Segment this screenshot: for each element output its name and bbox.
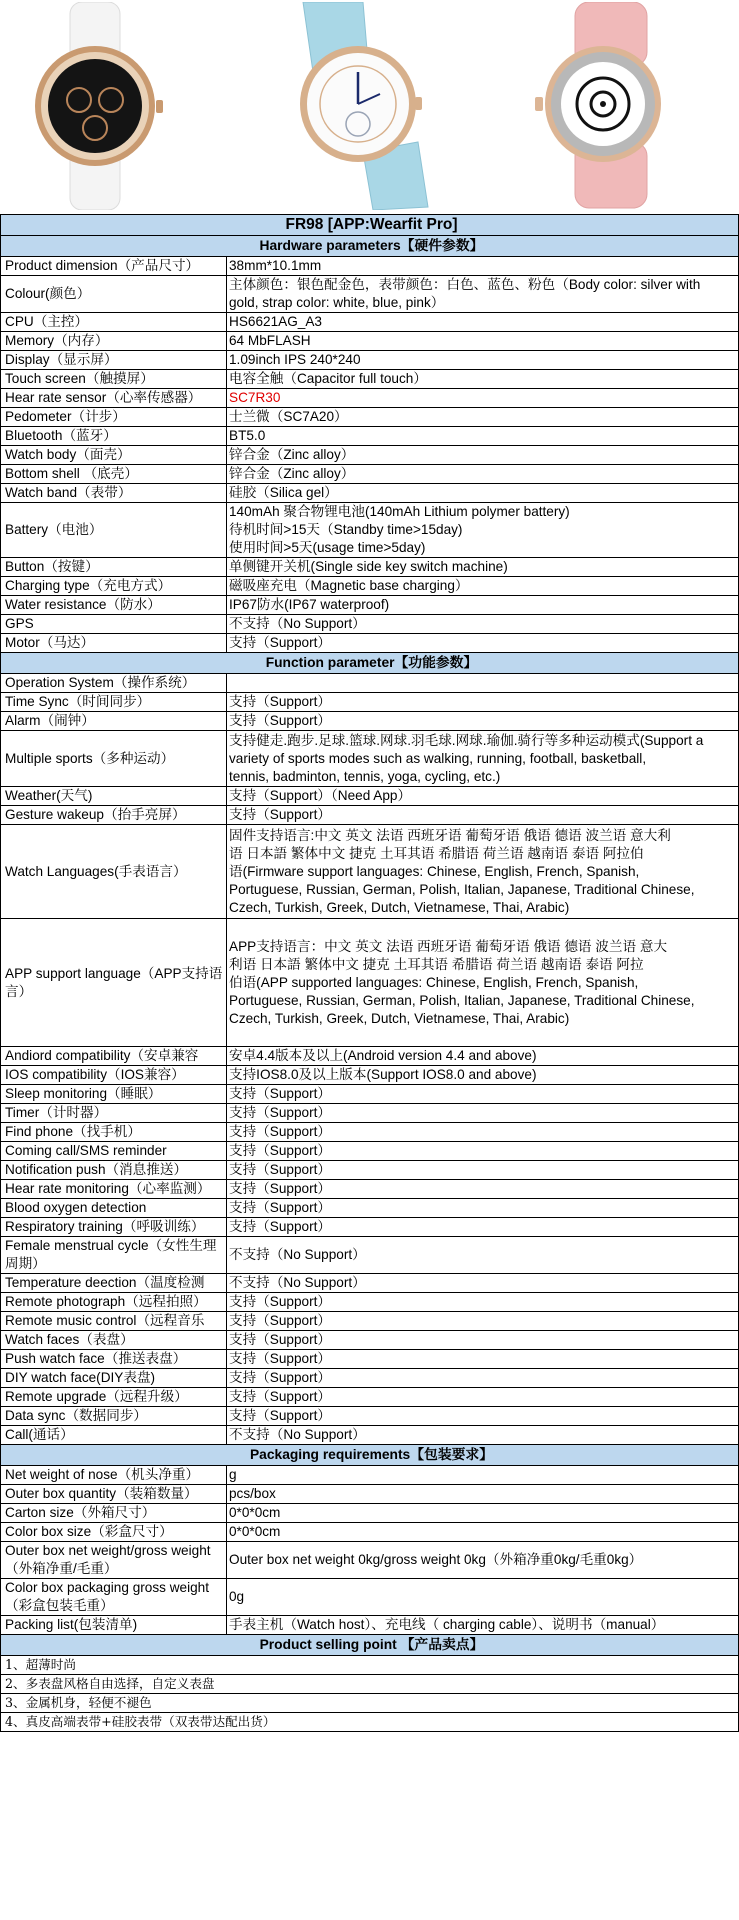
- spec-value-line: Czech, Turkish, Greek, Dutch, Vietnamese, Thai, Arabic): [229, 1010, 570, 1026]
- selling-point-row: [1, 1713, 739, 1732]
- spec-value-line: 支持（Support）（Need App）: [229, 788, 412, 803]
- spec-value-line: 140mAh 聚合物锂电池(140mAh Lithium polymer battery): [229, 504, 570, 519]
- hardware-header: [1, 236, 739, 257]
- spec-value-line: SC7R30: [229, 390, 281, 405]
- spec-value: [227, 693, 739, 712]
- spec-row: [1, 1237, 739, 1274]
- spec-row: [1, 1504, 739, 1523]
- spec-row: [1, 1579, 739, 1616]
- spec-value-line: 伯语(APP supported languages: Chinese, English, French, Spanish,: [229, 974, 639, 990]
- spec-value: [227, 1407, 739, 1426]
- hardware-header-text: Hardware parameters【硬件参数】: [1, 236, 739, 257]
- spec-row: [1, 1161, 739, 1180]
- spec-label: Time Sync（时间同步）: [1, 693, 227, 712]
- spec-label: Blood oxygen detection: [1, 1199, 227, 1218]
- selling-point: 1、超薄时尚: [1, 1656, 739, 1675]
- spec-label: Watch Languages(手表语言）: [1, 825, 227, 919]
- spec-value-line: 磁吸座充电（Magnetic base charging）: [229, 578, 469, 593]
- spec-value: [227, 1504, 739, 1523]
- spec-value: [227, 1199, 739, 1218]
- spec-value: [227, 370, 739, 389]
- spec-value-line: 单侧键开关机(Single side key switch machine): [229, 559, 508, 574]
- spec-value: [227, 1142, 739, 1161]
- spec-value-line: 支持（Support）: [229, 1124, 331, 1139]
- spec-row: [1, 276, 739, 313]
- spec-label: Find phone（找手机）: [1, 1123, 227, 1142]
- spec-row: [1, 446, 739, 465]
- spec-row: [1, 465, 739, 484]
- spec-label: Color box packaging gross weight（彩盒包装毛重）: [1, 1579, 227, 1616]
- spec-label: Bottom shell （底壳）: [1, 465, 227, 484]
- spec-row: [1, 389, 739, 408]
- spec-row: [1, 1542, 739, 1579]
- spec-label: Hear rate monitoring（心率监测）: [1, 1180, 227, 1199]
- selling-point-row: [1, 1656, 739, 1675]
- spec-value: [227, 257, 739, 276]
- spec-row: [1, 1199, 739, 1218]
- spec-row: [1, 1350, 739, 1369]
- spec-value-line: 1.09inch IPS 240*240: [229, 352, 361, 367]
- spec-value-line: 支持（Support）: [229, 807, 331, 822]
- spec-value: [227, 615, 739, 634]
- spec-label: Weather(天气): [1, 787, 227, 806]
- spec-sheet: [0, 214, 739, 1732]
- spec-value-line: 不支持（No Support）: [229, 1275, 366, 1290]
- spec-value: [227, 1161, 739, 1180]
- spec-row: [1, 1485, 739, 1504]
- spec-value-line: 支持（Support）: [229, 1370, 331, 1385]
- spec-value: [227, 1066, 739, 1085]
- spec-label: Sleep monitoring（睡眠）: [1, 1085, 227, 1104]
- spec-value-line: 不支持（No Support）: [229, 616, 366, 631]
- spec-label: Pedometer（计步）: [1, 408, 227, 427]
- spec-value-line: 64 MbFLASH: [229, 333, 311, 348]
- spec-label: Data sync（数据同步）: [1, 1407, 227, 1426]
- spec-row: [1, 370, 739, 389]
- spec-value: [227, 465, 739, 484]
- spec-value: [227, 1274, 739, 1293]
- spec-row: [1, 1369, 739, 1388]
- spec-value-line: 不支持（No Support）: [229, 1427, 366, 1442]
- spec-row: [1, 1123, 739, 1142]
- spec-value-line: 支持（Support）: [229, 713, 331, 728]
- spec-label: Watch faces（表盘）: [1, 1331, 227, 1350]
- spec-label: Remote upgrade（远程升级）: [1, 1388, 227, 1407]
- spec-value-line: tennis, badminton, tennis, yoga, cycling, etc.): [229, 768, 501, 784]
- spec-row: [1, 332, 739, 351]
- spec-value: [227, 1542, 739, 1579]
- watch-photo-white: [20, 2, 170, 210]
- spec-row: [1, 674, 739, 693]
- spec-value-line: 待机时间>15天（Standby time>15day): [229, 522, 463, 537]
- product-photos: [0, 0, 739, 213]
- spec-value: [227, 1218, 739, 1237]
- spec-value: [227, 503, 739, 558]
- spec-row: [1, 1616, 739, 1635]
- spec-value-line: Outer box net weight 0kg/gross weight 0kg（外箱净重0kg/毛重0kg）: [229, 1552, 643, 1567]
- spec-label: Multiple sports（多种运动）: [1, 731, 227, 787]
- spec-row: [1, 351, 739, 370]
- spec-value-line: variety of sports modes such as walking, running, football, basketball,: [229, 750, 647, 766]
- spec-label: Timer（计时器）: [1, 1104, 227, 1123]
- spec-label: DIY watch face(DIY表盘): [1, 1369, 227, 1388]
- packaging-header-text: Packaging requirements【包装要求】: [1, 1445, 739, 1466]
- spec-value: [227, 731, 739, 787]
- spec-value-line: Czech, Turkish, Greek, Dutch, Vietnamese, Thai, Arabic): [229, 899, 570, 915]
- spec-value: [227, 634, 739, 653]
- spec-label: Packing list(包装清单): [1, 1616, 227, 1635]
- spec-value: [227, 1523, 739, 1542]
- spec-value-line: 支持（Support）: [229, 1200, 331, 1215]
- spec-value: [227, 484, 739, 503]
- spec-label: Memory（内存）: [1, 332, 227, 351]
- spec-row: [1, 1104, 739, 1123]
- spec-value-line: 支持（Support）: [229, 1086, 331, 1101]
- spec-value: [227, 446, 739, 465]
- spec-value-line: APP支持语言：中文 英文 法语 西班牙语 葡萄牙语 俄语 德语 波兰语 意大: [229, 938, 668, 954]
- spec-value: [227, 674, 739, 693]
- spec-value: [227, 351, 739, 370]
- spec-value: [227, 427, 739, 446]
- spec-label: Watch band（表带）: [1, 484, 227, 503]
- spec-value-line: 0*0*0cm: [229, 1505, 281, 1520]
- spec-value-line: HS6621AG_A3: [229, 314, 322, 329]
- spec-value-line: 士兰微（SC7A20）: [229, 409, 348, 424]
- spec-label: Watch body（面壳）: [1, 446, 227, 465]
- spec-label: Water resistance（防水）: [1, 596, 227, 615]
- spec-value: [227, 596, 739, 615]
- spec-row: [1, 1466, 739, 1485]
- spec-label: Display（显示屏）: [1, 351, 227, 370]
- spec-value-line: 支持（Support）: [229, 1219, 331, 1234]
- spec-value-line: Portuguese, Russian, German, Polish, Italian, Japanese, Traditional Chinese,: [229, 992, 695, 1008]
- spec-value: [227, 276, 739, 313]
- spec-label: Gesture wakeup（抬手亮屏）: [1, 806, 227, 825]
- selling-header: [1, 1635, 739, 1656]
- spec-value: [227, 1369, 739, 1388]
- spec-value-line: 支持（Support）: [229, 1294, 331, 1309]
- function-header-text: Function parameter【功能参数】: [1, 653, 739, 674]
- spec-label: Respiratory training（呼吸训练）: [1, 1218, 227, 1237]
- spec-value-line: 支持（Support）: [229, 1313, 331, 1328]
- spec-row: [1, 1407, 739, 1426]
- spec-value: [227, 1312, 739, 1331]
- spec-value: [227, 332, 739, 351]
- spec-value-line: 38mm*10.1mm: [229, 258, 322, 273]
- spec-label: Colour(颜色）: [1, 276, 227, 313]
- spec-label: APP support language（APP支持语言）: [1, 919, 227, 1047]
- spec-row: [1, 615, 739, 634]
- spec-row: [1, 1312, 739, 1331]
- spec-value-line: 支持（Support）: [229, 1181, 331, 1196]
- spec-value: [227, 1104, 739, 1123]
- spec-value: [227, 1485, 739, 1504]
- spec-value-line: 0*0*0cm: [229, 1524, 281, 1539]
- spec-label: Remote photograph（远程拍照）: [1, 1293, 227, 1312]
- spec-value-line: pcs/box: [229, 1486, 276, 1501]
- spec-label: IOS compatibility（IOS兼容）: [1, 1066, 227, 1085]
- spec-row: [1, 484, 739, 503]
- spec-label: Remote music control（远程音乐: [1, 1312, 227, 1331]
- spec-label: Andiord compatibility（安卓兼容: [1, 1047, 227, 1066]
- spec-value-line: 支持健走.跑步.足球.篮球.网球.羽毛球.网球.瑜伽.骑行等多种运动模式(Support a: [229, 732, 704, 748]
- spec-row: [1, 577, 739, 596]
- spec-label: Push watch face（推送表盘）: [1, 1350, 227, 1369]
- spec-value-line: 语 日本語 繁体中文 捷克 土耳其语 希腊语 荷兰语 越南语 泰语 阿拉伯: [229, 845, 644, 861]
- spec-row: [1, 503, 739, 558]
- spec-value-line: 支持IOS8.0及以上版本(Support IOS8.0 and above): [229, 1067, 537, 1082]
- spec-label: Coming call/SMS reminder: [1, 1142, 227, 1161]
- watch-photo-pink: [515, 2, 685, 210]
- spec-value-line: Portuguese, Russian, German, Polish, Italian, Japanese, Traditional Chinese,: [229, 881, 695, 897]
- spec-value-line: 支持（Support）: [229, 1332, 331, 1347]
- spec-value: [227, 558, 739, 577]
- packaging-header: [1, 1445, 739, 1466]
- spec-row: [1, 427, 739, 446]
- selling-point-row: [1, 1675, 739, 1694]
- spec-value-line: BT5.0: [229, 428, 266, 443]
- selling-header-text: Product selling point 【产品卖点】: [1, 1635, 739, 1656]
- spec-label: Battery（电池）: [1, 503, 227, 558]
- spec-value: [227, 1085, 739, 1104]
- spec-row: [1, 596, 739, 615]
- spec-label: Female menstrual cycle（女性生理周期）: [1, 1237, 227, 1274]
- spec-row: [1, 712, 739, 731]
- selling-point: 4、真皮高端表带+硅胶表带（双表带达配出货）: [1, 1713, 739, 1732]
- spec-row: [1, 1331, 739, 1350]
- spec-value: [227, 389, 739, 408]
- spec-value-line: 使用时间>5天(usage time>5day): [229, 540, 426, 555]
- spec-value-line: 支持（Support）: [229, 635, 331, 650]
- spec-row: [1, 1426, 739, 1445]
- spec-value-line: 语(Firmware support languages: Chinese, English, French, Spanish,: [229, 863, 640, 879]
- spec-value: [227, 1047, 739, 1066]
- spec-row: [1, 634, 739, 653]
- spec-value-line: 锌合金（Zinc alloy）: [229, 447, 355, 462]
- spec-value-line: gold, strap color: white, blue, pink）: [229, 295, 445, 310]
- spec-label: Outer box quantity（装箱数量）: [1, 1485, 227, 1504]
- spec-value: [227, 1350, 739, 1369]
- spec-value-line: 支持（Support）: [229, 1143, 331, 1158]
- spec-label: Notification push（消息推送）: [1, 1161, 227, 1180]
- spec-row: [1, 731, 739, 787]
- spec-value: [227, 1466, 739, 1485]
- spec-row: [1, 919, 739, 1047]
- spec-value-line: 利语 日本語 繁体中文 捷克 土耳其语 希腊语 荷兰语 越南语 泰语 阿拉: [229, 956, 644, 972]
- spec-label: Operation System（操作系统）: [1, 674, 227, 693]
- spec-label: Call(通话）: [1, 1426, 227, 1445]
- spec-value: [227, 712, 739, 731]
- sheet-title: [1, 215, 739, 236]
- spec-value: [227, 919, 739, 1047]
- spec-row: [1, 1388, 739, 1407]
- spec-label: Color box size（彩盒尺寸）: [1, 1523, 227, 1542]
- spec-row: [1, 1142, 739, 1161]
- spec-value-line: g: [229, 1467, 237, 1482]
- spec-value: [227, 1331, 739, 1350]
- spec-label: Product dimension（产品尺寸）: [1, 257, 227, 276]
- spec-label: Carton size（外箱尺寸）: [1, 1504, 227, 1523]
- spec-row: [1, 257, 739, 276]
- selling-point: 2、多表盘风格自由选择，自定义表盘: [1, 1675, 739, 1694]
- spec-label: Alarm（闹钟）: [1, 712, 227, 731]
- spec-label: Button（按键）: [1, 558, 227, 577]
- selling-point-row: [1, 1694, 739, 1713]
- spec-label: CPU（主控）: [1, 313, 227, 332]
- spec-value-line: 支持（Support）: [229, 1389, 331, 1404]
- spec-value: [227, 1180, 739, 1199]
- spec-value: [227, 806, 739, 825]
- spec-value-line: 0g: [229, 1589, 245, 1604]
- spec-label: Touch screen（触摸屏）: [1, 370, 227, 389]
- spec-value: [227, 408, 739, 427]
- spec-value-line: 电容全触（Capacitor full touch）: [229, 371, 427, 386]
- spec-value: [227, 1579, 739, 1616]
- spec-value-line: 不支持（No Support）: [229, 1247, 366, 1262]
- spec-row: [1, 1218, 739, 1237]
- spec-row: [1, 408, 739, 427]
- spec-value-line: 硅胶（Silica gel）: [229, 485, 338, 500]
- spec-row: [1, 693, 739, 712]
- spec-label: Net weight of nose（机头净重）: [1, 1466, 227, 1485]
- sheet-title-text: FR98 [APP:Wearfit Pro]: [1, 215, 739, 236]
- spec-value: [227, 1123, 739, 1142]
- spec-value: [227, 825, 739, 919]
- spec-row: [1, 313, 739, 332]
- spec-row: [1, 1523, 739, 1542]
- spec-value: [227, 1426, 739, 1445]
- spec-value: [227, 1237, 739, 1274]
- spec-label: Outer box net weight/gross weight（外箱净重/毛重）: [1, 1542, 227, 1579]
- spec-row: [1, 558, 739, 577]
- spec-value: [227, 787, 739, 806]
- watch-photo-blue: [268, 2, 438, 210]
- spec-label: Motor（马达）: [1, 634, 227, 653]
- spec-value: [227, 1388, 739, 1407]
- spec-value-line: 锌合金（Zinc alloy）: [229, 466, 355, 481]
- spec-value-line: 支持（Support）: [229, 1105, 331, 1120]
- spec-value-line: 固件支持语言:中文 英文 法语 西班牙语 葡萄牙语 俄语 德语 波兰语 意大利: [229, 827, 671, 843]
- spec-row: [1, 1180, 739, 1199]
- spec-value: [227, 313, 739, 332]
- spec-row: [1, 1047, 739, 1066]
- spec-row: [1, 787, 739, 806]
- spec-row: [1, 1293, 739, 1312]
- spec-value: [227, 1293, 739, 1312]
- spec-value-line: 支持（Support）: [229, 1408, 331, 1423]
- spec-label: Charging type（充电方式）: [1, 577, 227, 596]
- spec-value-line: 手表主机（Watch host）、充电线（ charging cable）、说明书（manual）: [229, 1617, 665, 1632]
- spec-value: [227, 1616, 739, 1635]
- selling-point: 3、金属机身，轻便不褪色: [1, 1694, 739, 1713]
- function-header: [1, 653, 739, 674]
- spec-value-line: 支持（Support）: [229, 1351, 331, 1366]
- spec-value: [227, 577, 739, 596]
- spec-row: [1, 1085, 739, 1104]
- spec-value-line: 支持（Support）: [229, 1162, 331, 1177]
- spec-value-line: IP67防水(IP67 waterproof): [229, 597, 390, 612]
- spec-value-line: 安卓4.4版本及以上(Android version 4.4 and above): [229, 1048, 537, 1063]
- spec-row: [1, 1274, 739, 1293]
- spec-value-line: 支持（Support）: [229, 694, 331, 709]
- spec-label: Hear rate sensor（心率传感器）: [1, 389, 227, 408]
- spec-label: Temperature deection（温度检测: [1, 1274, 227, 1293]
- spec-row: [1, 1066, 739, 1085]
- spec-row: [1, 806, 739, 825]
- spec-value-line: 主体颜色：银色配金色，表带颜色：白色、蓝色、粉色（Body color: silver with: [229, 277, 701, 292]
- spec-label: Bluetooth（蓝牙）: [1, 427, 227, 446]
- spec-row: [1, 825, 739, 919]
- spec-label: GPS: [1, 615, 227, 634]
